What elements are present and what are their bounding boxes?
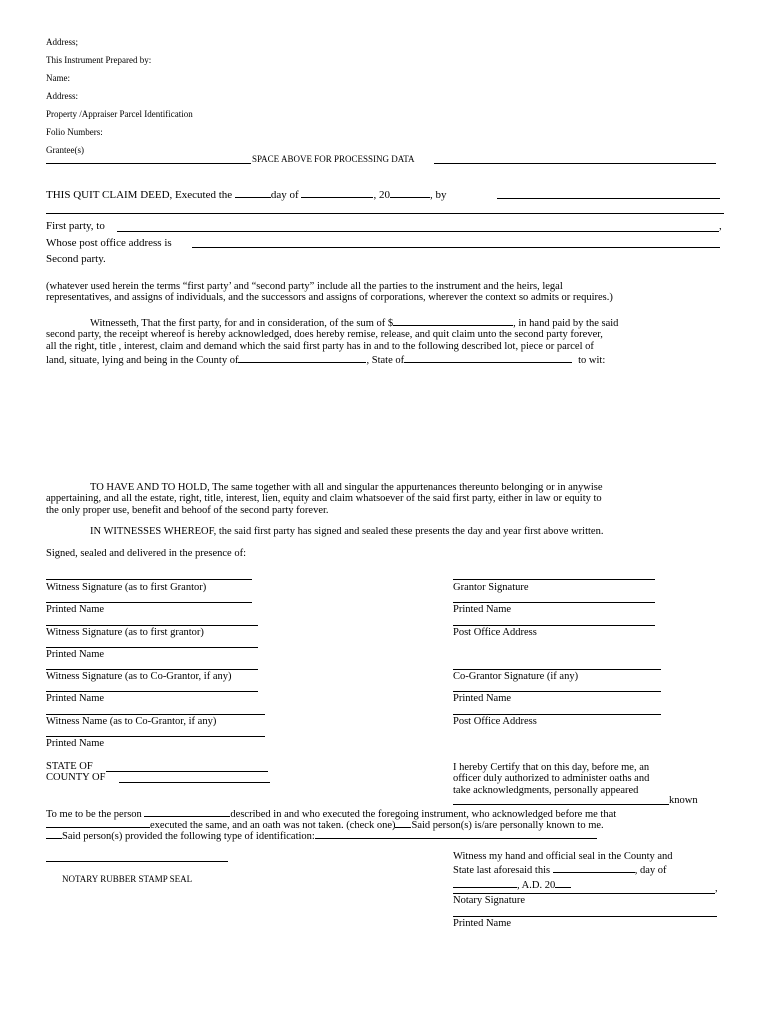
po-address-label: Whose post office address is [46,237,172,249]
witnesseth-text-1b: , in hand paid by the said [513,318,619,329]
witness1-printed-field[interactable] [46,602,252,603]
header-prepared-by-label: This Instrument Prepared by: [46,55,152,65]
sig-right-1: Printed Name [453,604,512,615]
second-party-label: Second party. [46,253,106,265]
witness-hand-text-3: , A.D. 20 [517,879,556,891]
notary-stamp-label: NOTARY RUBBER STAMP SEAL [62,874,193,884]
id-type-field[interactable] [315,828,597,839]
certify-line-1: I hereby Certify that on this day, before me, an [453,762,650,773]
sig-left-1: Printed Name [46,604,105,615]
provided-id-text: Said person(s) provided the following type of identification: [62,831,315,842]
execution-month-field[interactable] [301,187,373,198]
deed-title-text: THIS QUIT CLAIM DEED, Executed the [46,189,233,201]
witnesseth-text-4b: , State of [366,354,405,366]
notary-sig-comma: , [715,883,718,894]
witnesseth-paragraph [46,315,722,366]
header-grantee-label: Grantee(s) [46,145,84,155]
processing-line-left [46,163,251,164]
check-personally-known[interactable] [395,817,411,828]
habendum-line-3: the only proper use, benefit and behoof of the second party forever. [46,504,329,516]
witness-hand-text-2b: , day of [634,865,667,877]
habendum-line-1: TO HAVE AND TO HOLD, The same together with all and singular the appurtenances thereunto belonging or in anywise [90,482,603,493]
terms-paragraph [46,281,724,304]
witness-hand-line-2 [453,862,723,876]
grantor-printed-field[interactable] [453,602,655,603]
seal-month-field[interactable] [453,877,517,888]
sig-right-5: Post Office Address [453,716,537,727]
terms-line-1: (whatever used herein the terms “first party’ and “second party” include all the parties to the instrument and the heirs, legal [46,281,563,292]
habendum-paragraph [46,482,722,516]
certify-line-2: officer duly authorized to administer oaths and [453,773,650,785]
check-provided-id[interactable] [46,828,62,839]
header-name-label: Name: [46,73,70,83]
cograntor-po-address-field[interactable] [453,714,661,715]
seal-year-field[interactable] [555,877,571,888]
terms-line-2: representatives, and assigns of individuals, and the successors and assigns of corporations, wherever the context so admits or requires.) [46,292,613,304]
grantor-signature-field[interactable] [453,579,655,580]
witness3-signature-field[interactable] [46,669,258,670]
sig-left-3: Printed Name [46,649,105,660]
execution-year-field[interactable] [390,187,430,198]
execution-day-field[interactable] [235,187,271,198]
witness2-printed-field[interactable] [46,647,258,648]
witnesseth-line-4 [46,352,722,366]
sig-left-7: Printed Name [46,738,105,749]
known-label: known [669,795,698,806]
sig-left-4: Witness Signature (as to Co-Grantor, if any) [46,671,232,682]
state-of-label: STATE OF [46,761,93,772]
to-me-text-a: To me to be the person [46,809,142,820]
seal-day-field[interactable] [553,862,635,873]
notary-signature-field[interactable] [453,893,715,894]
witnesseth-line-3: all the right, title , interest, claim and demand which the said first party has in and to the following described lot, piece or parcel of [46,340,594,352]
notary-signature-label: Notary Signature [453,895,526,906]
processing-line-right [434,163,716,164]
sig-right-0: Grantor Signature [453,582,529,593]
executed-who-field[interactable] [46,817,150,828]
grantor-po-address-field[interactable] [453,625,655,626]
executed-text: executed the same, and an oath was not taken. (check one) [150,820,396,831]
witness-hand-line-3 [453,877,723,891]
witnesseth-text-4c: to wit: [578,354,606,366]
notary-county-field[interactable] [119,782,270,783]
notary-state-field[interactable] [106,771,268,772]
signed-text: Signed, sealed and delivered in the presence of: [46,548,247,559]
sig-left-2: Witness Signature (as to first grantor) [46,627,204,638]
witness4-signature-field[interactable] [46,714,265,715]
witnesseth-line-1 [46,315,722,329]
appeared-name-field[interactable] [453,804,669,805]
witness2-signature-field[interactable] [46,625,258,626]
deed-title-line [46,187,446,201]
witness3-printed-field[interactable] [46,691,258,692]
personally-known-text: Said person(s) is/are personally known to me. [411,820,604,831]
certify-paragraph [453,762,713,796]
sig-right-4: Printed Name [453,693,512,704]
in-witness-text: IN WITNESSES WHEREOF, the said first party has signed and sealed these presents the day and year first above written. [90,526,604,537]
header-folio-label: Folio Numbers: [46,127,103,137]
notary-printed-field[interactable] [453,916,717,917]
county-field[interactable] [238,352,366,363]
sig-left-5: Printed Name [46,693,105,704]
cograntor-signature-field[interactable] [453,669,661,670]
consideration-amount-field[interactable] [393,315,513,326]
sig-right-2: Post Office Address [453,627,537,638]
sig-right-3: Co-Grantor Signature (if any) [453,671,579,682]
po-address-field[interactable] [192,247,720,248]
deed-title-dayof: day of [270,189,299,201]
witnesseth-text-4a: land, situate, lying and being in the County of [46,354,239,366]
witnesseth-line-2: second party, the receipt whereof is hereby acknowledged, does hereby remise, release, and quit claim unto the second party forever, [46,329,603,341]
witness-hand-text-2a: State last aforesaid this [453,865,551,877]
sig-left-6: Witness Name (as to Co-Grantor, if any) [46,716,217,727]
provided-id-line [46,828,597,842]
state-field[interactable] [404,352,572,363]
witness4-printed-field[interactable] [46,736,265,737]
witness-hand-line-1: Witness my hand and official seal in the County and [453,851,673,862]
witness-hand-paragraph [453,851,723,891]
habendum-line-2: appertaining, and all the estate, right, title, interest, lien, equity and claim whatsoever of the said first party, either in law or equity to [46,493,602,505]
deed-title-by: , by [429,189,447,201]
deed-title-year: , 20 [373,189,390,201]
header-parcel-id-label: Property /Appraiser Parcel Identification [46,109,193,119]
certify-line-3: take acknowledgments, personally appeared [453,784,639,796]
first-party-comma: , [719,220,722,232]
first-party-to-label: First party, to [46,220,105,232]
witness1-signature-field[interactable] [46,579,252,580]
header-address2-label: Address: [46,91,78,101]
witnesseth-text-1a: Witnesseth, That the first party, for and in consideration, of the sum of $ [90,318,394,329]
county-of-label: COUNTY OF [46,772,106,783]
notary-printed-label: Printed Name [453,918,512,929]
first-party-name-field[interactable] [497,198,720,199]
to-me-text-b: described in and who executed the foregoing instrument, who acknowledged before me that [230,809,617,820]
notary-stamp-line [46,861,228,862]
cograntor-printed-field[interactable] [453,691,661,692]
first-party-name-field-2[interactable] [46,213,724,214]
space-above-label: SPACE ABOVE FOR PROCESSING DATA [252,154,415,164]
person-field[interactable] [144,806,230,817]
sig-left-0: Witness Signature (as to first Grantor) [46,582,207,593]
header-address-label: Address; [46,37,78,47]
second-party-name-field[interactable] [117,231,719,232]
